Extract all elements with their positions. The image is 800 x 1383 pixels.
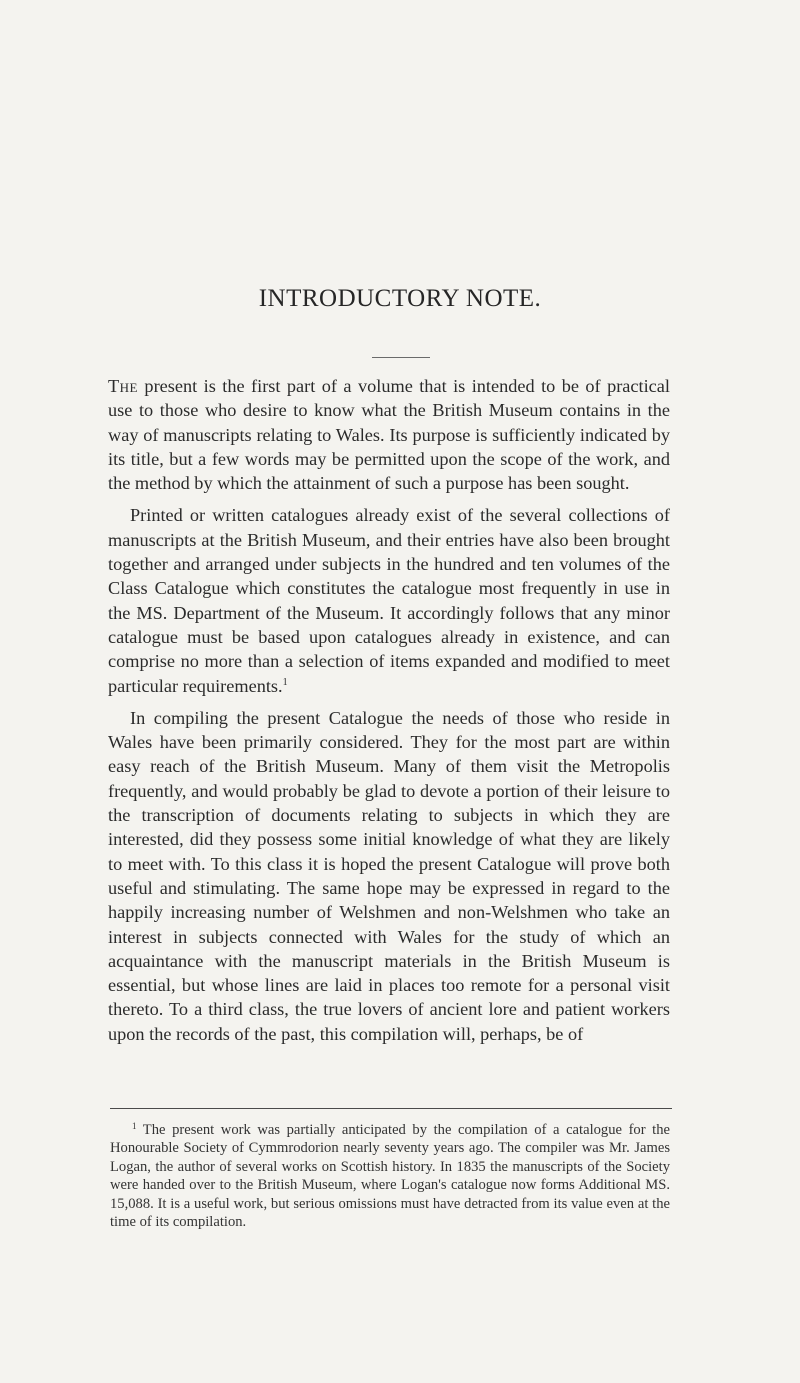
- paragraph-3: [108, 706, 670, 1046]
- paragraph-1-text: present is the first part of a volume that is intended to be of practical use to those who desire to know what the British Museum contains in the way of manuscripts relating to Wales. Its purpose is sufficiently indicated by its title, but a few words may be permitted upon the scope of the work, and the method by which the attainment of such a purpose has been sought.: [108, 376, 670, 494]
- footnote-divider: [110, 1108, 672, 1109]
- page-title: INTRODUCTORY NOTE.: [258, 285, 542, 312]
- paragraph-1: [108, 374, 670, 495]
- paragraph-2: [108, 503, 670, 697]
- footnote: [110, 1121, 670, 1231]
- footnote-reference: 1: [282, 676, 288, 688]
- footnote-text: The present work was partially anticipated by the compilation of a catalogue for the Honourable Society of Cymmrodorion nearly seventy years ago. The compiler was Mr. James Logan, the author of several works on Scottish history. In 1835 the manuscripts of the Society were handed over to the British Museum, where Logan's catalogue now forms Additional MS. 15,088. It is a useful work, but serious omissions must have detracted from its value even at the time of its compilation.: [110, 1122, 670, 1231]
- paragraph-1-lead: The: [108, 376, 138, 396]
- paragraph-2-text: Printed or written catalogues already exist of the several collections of manuscripts at the British Museum, and their entries have also been brought together and arranged under subjects in the hundred and ten volumes of the Class Catalogue which constitutes the catalogue most frequently in use in the MS. Department of the Museum. It accordingly follows that any minor catalogue must be based upon catalogues already in existence, and can comprise no more than a selection of items expanded and modified to meet particular requirements.: [108, 505, 670, 696]
- footnote-mark: 1: [132, 1121, 137, 1131]
- title-divider: [372, 357, 430, 358]
- body-text: [108, 374, 670, 1054]
- paragraph-3-text: In compiling the present Catalogue the needs of those who reside in Wales have been primarily considered. They for the most part are within easy reach of the British Museum. Many of them visit the Metropolis frequently, and would probably be glad to devote a portion of their leisure to the transcription of documents relating to subjects in which they are interested, did they possess some initial knowledge of what they are likely to meet with. To this class it is hoped the present Catalogue will prove both useful and stimulating. The same hope may be expressed in regard to the happily increasing number of Welshmen and non-Welshmen who take an interest in subjects connected with Wales for the study of which an acquaintance with the manuscript materials in the British Museum is essential, but whose lines are laid in places too remote for a personal visit thereto. To a third class, the true lovers of ancient lore and patient workers upon the records of the past, this compilation will, perhaps, be of: [108, 707, 670, 1044]
